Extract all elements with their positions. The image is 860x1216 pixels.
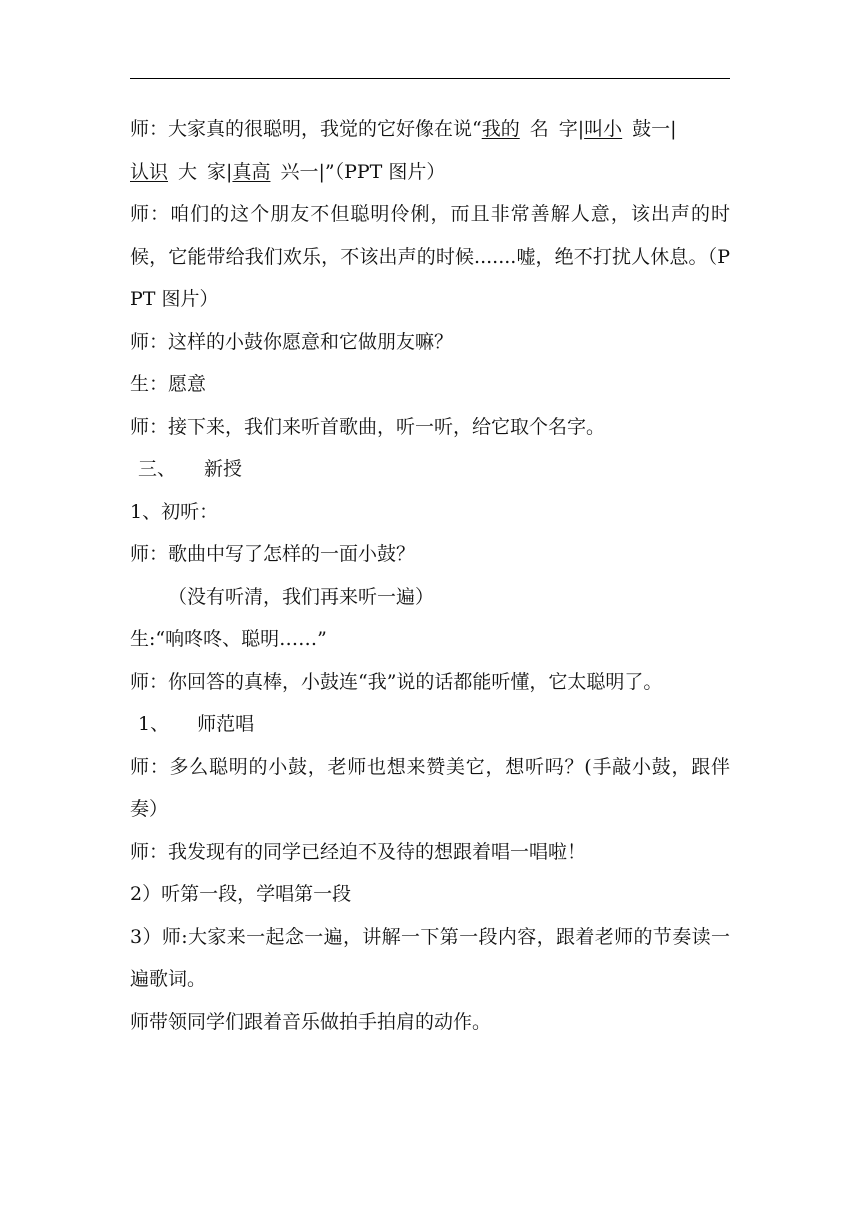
section-heading-teacher-sing <box>130 703 730 746</box>
paragraph-clap-action: 师带领同学们跟着音乐做拍手拍肩的动作。 <box>130 1010 492 1033</box>
paragraph-first-listen: 1、初听： <box>130 500 219 523</box>
paragraph-teacher-demo: 师：多么聪明的小鼓，老师也想来赞美它，想听吗？(手敲小鼓，跟伴奏） <box>130 755 730 820</box>
section-title: 新授 <box>204 458 243 480</box>
paragraph-teacher-answer-praise: 师：你回答的真棒，小鼓连“我”说的话都能听懂，它太聪明了。 <box>130 670 663 693</box>
text-run: 兴一|”（PPT 图片） <box>280 160 446 183</box>
paragraph-student-answer: 生:“响咚咚、聪明……” <box>130 628 327 650</box>
paragraph-drum-friend: 师：咱们的这个朋友不但聪明伶俐，而且非常善解人意，该出声的时候，它能带给我们欢乐，不该出声的时候.......嘘，绝不打扰人休息。（PPT 图片） <box>130 203 730 310</box>
paragraph-step-2: 2）听第一段，学唱第一段 <box>130 883 352 905</box>
text-run: 师：大家真的很聪明，我觉的它好像在说“ <box>130 118 482 140</box>
underlined-text: 我的 <box>481 118 520 140</box>
header-rule <box>130 78 730 79</box>
text-run: 鼓一| <box>632 118 677 140</box>
document-body <box>130 108 730 1043</box>
text-run: 字| <box>558 118 585 140</box>
paragraph-listen-again: （没有听清，我们再来听一遍） <box>168 585 435 608</box>
paragraph-question-friend: 师：这样的小鼓你愿意和它做朋友嘛？ <box>130 330 454 353</box>
underlined-text: 真高 <box>232 160 271 183</box>
paragraph-teacher-praise-line-1 <box>130 108 730 151</box>
section-heading-new-lesson <box>130 448 730 491</box>
underlined-text: 叫小 <box>584 118 623 140</box>
paragraph-teacher-praise-line-2 <box>130 151 730 194</box>
text-run: 大 <box>178 160 198 183</box>
section-number: 1、 <box>138 713 170 735</box>
text-run: 名 <box>529 118 549 140</box>
paragraph-students-eager: 师：我发现有的同学已经迫不及待的想跟着唱一唱啦！ <box>130 840 587 863</box>
paragraph-listen-song: 师：接下来，我们来听首歌曲，听一听，给它取个名字。 <box>130 415 606 438</box>
paragraph-student-willing: 生：愿意 <box>130 373 207 395</box>
paragraph-step-3: 3）师:大家来一起念一遍，讲解一下第一段内容，跟着老师的节奏读一遍歌词。 <box>130 925 730 990</box>
underlined-text: 认识 <box>130 160 169 183</box>
paragraph-question-drum: 师：歌曲中写了怎样的一面小鼓？ <box>130 543 416 565</box>
text-run: 家| <box>207 160 233 183</box>
section-number: 三、 <box>138 458 177 480</box>
section-title: 师范唱 <box>197 713 255 735</box>
